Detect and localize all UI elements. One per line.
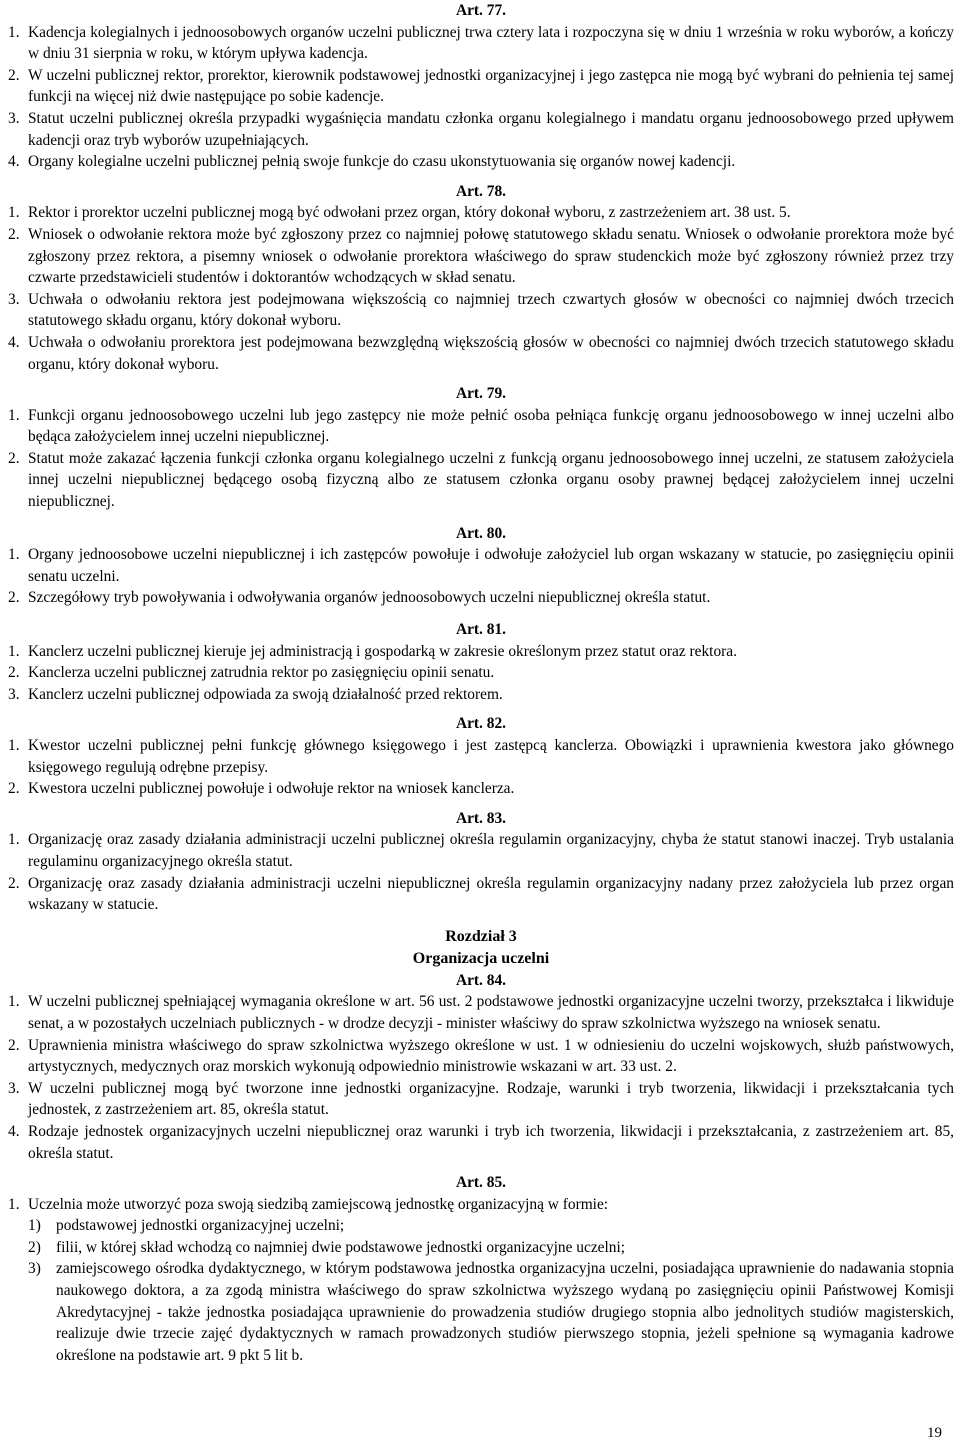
article-80: [8, 523, 954, 609]
paragraph-number: 1.: [8, 737, 20, 754]
article-heading: Art. 81.: [455, 621, 506, 639]
paragraph-text: Statut uczelni publicznej określa przypadki wygaśnięcia mandatu członka organu kolegialnego i mandatu organu jednoosobowego przed upływem kadencji oraz tryb wyborów uzupełniających.: [28, 109, 954, 149]
spacer: [8, 1164, 954, 1172]
article-paragraph: [8, 778, 954, 800]
article-heading: Art. 80.: [455, 524, 506, 542]
chapter-heading: [8, 926, 954, 970]
article-paragraph: [8, 1194, 954, 1216]
article-paragraph: [8, 735, 954, 778]
article-heading: Art. 77.: [455, 2, 506, 19]
paragraph-number: 1.: [8, 831, 20, 849]
paragraph-text: Funkcji organu jednoosobowego uczelni lub jego zastępcy nie może pełnić osoba pełniąca funkcję organu jednoosobowego w innej uczelni albo będąca założycielem innej uczelni niepublicznej.: [28, 406, 954, 446]
paragraph-number: 1.: [8, 406, 20, 424]
article-81: [8, 619, 954, 705]
paragraph-text: Uchwała o odwołaniu prorektora jest podejmowana bezwzględną większością głosów w obecności co najmniej dwóch trzecich statutowego składu organu, który dokonał wyboru.: [28, 333, 954, 373]
paragraph-number: 2.: [8, 780, 20, 798]
paragraph-text: Rektor i prorektor uczelni publicznej mogą być odwołani przez organ, który dokonał wyboru, z zastrzeżeniem art. 38 ust. 5.: [28, 204, 791, 222]
paragraph-number: 2.: [8, 449, 20, 467]
paragraph-text: Uprawnienia ministra właściwego do spraw szkolnictwa wyższego określone w ust. 1 w odniesieniu do uczelni wojskowych, służb państwowych, artystycznych, medycznych oraz morskich wykonują odpowiednio ministrowie wskazani w art. 33 ust. 2.: [28, 1036, 954, 1076]
article-78: [8, 181, 954, 375]
spacer: [8, 609, 954, 619]
paragraph-number: 2.: [8, 225, 20, 243]
list-item-number: 2): [28, 1238, 41, 1256]
article-82: [8, 713, 954, 799]
article-paragraph: [8, 662, 954, 684]
paragraph-text: Organy jednoosobowe uczelni niepublicznej i ich zastępców powołuje i odwołuje założyciel lub organ wskazany w statucie, po zasięgnięciu opinii senatu uczelni.: [28, 546, 954, 585]
paragraph-text: Rodzaje jednostek organizacyjnych uczelni niepublicznej oraz warunki i tryb ich tworzenia, likwidacji i przekształcania, z zastrzeżeniem art. 85, określa statut.: [28, 1122, 954, 1162]
list-item: [8, 1215, 954, 1237]
article-paragraph: [8, 202, 954, 224]
paragraph-number: 3.: [8, 1079, 20, 1097]
paragraph-text: Wniosek o odwołanie rektora może być zgłoszony przez co najmniej połowę statutowego składu senatu. Wniosek o odwołanie prorektora może być zgłoszony przez rektora, a pisemny wniosek o odwołanie prorektora właściwego do spraw studenckich może być zgłoszony również przez trzy czwarte przedstawicieli studentów i doktorantów wchodzących w skład senatu.: [28, 225, 954, 287]
paragraph-number: 4.: [8, 333, 20, 351]
paragraph-text: Uchwała o odwołaniu rektora jest podejmowana większością co najmniej trzech czwartych głosów w obecności co najmniej dwóch trzecich statutowego składu organu, który dokonał wyboru.: [28, 290, 954, 330]
paragraph-text: W uczelni publicznej rektor, prorektor, kierownik podstawowej jednostki organizacyjnej i jego zastępca nie mogą być wybrani do pełnienia tej samej funkcji na więcej niż dwie następujące po sobie kadencje.: [28, 66, 954, 106]
paragraph-text: W uczelni publicznej spełniającej wymagania określone w art. 56 ust. 2 podstawowe jednostki organizacyjne uczelni tworzy, przekształca i likwiduje senat, a w pozostałych uczelniach publicznych - w drodze decyzji - minister właściwy do spraw szkolnictwa wyższego na wniosek senatu.: [28, 993, 954, 1032]
paragraph-text: Uczelnia może utworzyć poza swoją siedzibą zamiejscową jednostkę organizacyjną w formie:: [28, 1195, 609, 1213]
article-paragraph: [8, 448, 954, 513]
article-84: [8, 970, 954, 1164]
article-paragraph: [8, 1078, 954, 1121]
article-heading: Art. 79.: [455, 385, 506, 403]
article-paragraph: [8, 641, 954, 663]
chapter-number: Rozdział 3: [445, 927, 517, 945]
article-paragraph: [8, 108, 954, 151]
paragraph-number: 1.: [8, 23, 20, 41]
paragraph-text: Szczegółowy tryb powoływania i odwoływania organów jednoosobowych uczelni niepublicznej określa statut.: [28, 589, 711, 607]
chapter-title: Organizacja uczelni: [412, 949, 550, 967]
paragraph-number: 2.: [8, 874, 20, 892]
spacer: [8, 916, 954, 926]
article-paragraph: [8, 587, 954, 609]
paragraph-text: Organy kolegialne uczelni publicznej pełnią swoje funkcje do czasu ukonstytuowania się organów nowej kadencji.: [28, 153, 736, 171]
list-item: [8, 1258, 954, 1366]
paragraph-number: 4.: [8, 153, 20, 171]
spacer: [8, 173, 954, 181]
paragraph-number: 1.: [8, 993, 20, 1011]
list-item-text: podstawowej jednostki organizacyjnej uczelni;: [56, 1217, 345, 1235]
article-heading: Art. 78.: [455, 182, 506, 200]
article-paragraph: [8, 151, 954, 173]
paragraph-number: 1.: [8, 204, 20, 222]
paragraph-number: 2.: [8, 664, 20, 682]
article-paragraph: [8, 405, 954, 448]
paragraph-number: 3.: [8, 685, 20, 703]
paragraph-text: Kanclerza uczelni publicznej zatrudnia rektor po zasięgnięciu opinii senatu.: [28, 664, 495, 682]
spacer: [8, 705, 954, 713]
paragraph-text: Statut może zakazać łączenia funkcji członka organu kolegialnego uczelni z funkcją organu jednoosobowego innej uczelni, ze statusem założyciela innej uczelni niepublicznej będącego osobą fizyczną albo ze statusem członka organu osoby prawnej będącej założycielem innej uczelni niepublicznej.: [28, 449, 954, 511]
list-item-number: 3): [28, 1260, 41, 1278]
paragraph-number: 2.: [8, 589, 20, 607]
paragraph-text: Kwestor uczelni publicznej pełni funkcję głównego księgowego i jest zastępcą kanclerza. Obowiązki i uprawnienia kwestora jako głównego księgowego regulują odrębne przepisy.: [28, 737, 954, 776]
paragraph-number: 1.: [8, 546, 20, 564]
paragraph-text: Organizację oraz zasady działania administracji uczelni publicznej określa regulamin organizacyjny, chyba że statut stanowi inaczej. Tryb ustalania regulaminu organizacyjnego określa statut.: [28, 831, 954, 870]
article-paragraph: [8, 289, 954, 332]
paragraph-text: W uczelni publicznej mogą być tworzone inne jednostki organizacyjne. Rodzaje, warunki i tryb tworzenia, likwidacji i przekształcania tych jednostek, z zastrzeżeniem art. 85, określa statut.: [28, 1079, 954, 1119]
article-paragraph: [8, 224, 954, 289]
paragraph-number: 4.: [8, 1122, 20, 1140]
article-paragraph: [8, 332, 954, 375]
list-item-text: zamiejscowego ośrodka dydaktycznego, w którym podstawowa jednostka organizacyjna uczelni, posiadająca uprawnienie do nadawania stopnia naukowego doktora, a za zgodą ministra właściwego do spraw szkolnictwa wyższego wydaną po zasięgnięciu opinii Państwowej Komisji Akredytacyjnej - także jednostka posiadająca uprawnienie do prowadzenia studiów drugiego stopnia albo jednolitych studiów magisterskich, realizuje dwie trzecie zajęć dydaktycznych w ramach prowadzonych studiów pierwszego stopnia, jeżeli spełnione są wymagania kadrowe określone na podstawie art. 9 pkt 5 lit b.: [56, 1260, 954, 1364]
spacer: [8, 513, 954, 523]
spacer: [8, 375, 954, 383]
paragraph-number: 1.: [8, 642, 20, 660]
article-paragraph: [8, 684, 954, 706]
paragraph-number: 1.: [8, 1195, 20, 1213]
paragraph-number: 3.: [8, 109, 20, 127]
paragraph-text: Organizację oraz zasady działania administracji uczelni niepublicznej określa regulamin organizacyjny nadany przez założyciela lub przez organ wskazany w statucie.: [28, 874, 954, 914]
list-item-text: filii, w której skład wchodzą co najmniej dwie podstawowe jednostki organizacyjne uczelni;: [56, 1238, 626, 1256]
page-number: 19: [927, 1425, 942, 1441]
article-77: [8, 0, 954, 173]
article-paragraph: [8, 544, 954, 587]
article-heading: Art. 82.: [455, 715, 506, 733]
article-heading: Art. 85.: [455, 1174, 506, 1192]
article-paragraph: [8, 873, 954, 916]
article-85: [8, 1172, 954, 1366]
spacer: [8, 800, 954, 808]
article-paragraph: [8, 1121, 954, 1164]
paragraph-text: Kanclerz uczelni publicznej kieruje jej administracją i gospodarką w zakresie określonym przez statut oraz rektora.: [28, 642, 737, 660]
paragraph-text: Kanclerz uczelni publicznej odpowiada za swoją działalność przed rektorem.: [28, 685, 503, 703]
paragraph-number: 2.: [8, 66, 20, 84]
article-paragraph: [8, 1035, 954, 1078]
list-item-number: 1): [28, 1217, 41, 1235]
article-paragraph: [8, 22, 954, 65]
paragraph-text: Kadencja kolegialnych i jednoosobowych organów uczelni publicznej trwa cztery lata i rozpoczyna się w dniu 1 września w roku wyborów, a kończy w dniu 31 sierpnia w roku, w którym upływa kadencja.: [28, 23, 954, 63]
paragraph-number: 3.: [8, 290, 20, 308]
article-83: [8, 808, 954, 916]
paragraph-number: 2.: [8, 1036, 20, 1054]
list-item: [8, 1237, 954, 1259]
article-heading: Art. 83.: [455, 809, 506, 827]
article-paragraph: [8, 829, 954, 872]
article-paragraph: [8, 65, 954, 108]
paragraph-text: Kwestora uczelni publicznej powołuje i odwołuje rektor na wniosek kanclerza.: [28, 780, 515, 798]
article-79: [8, 383, 954, 513]
article-paragraph: [8, 991, 954, 1034]
article-heading: Art. 84.: [455, 971, 506, 989]
